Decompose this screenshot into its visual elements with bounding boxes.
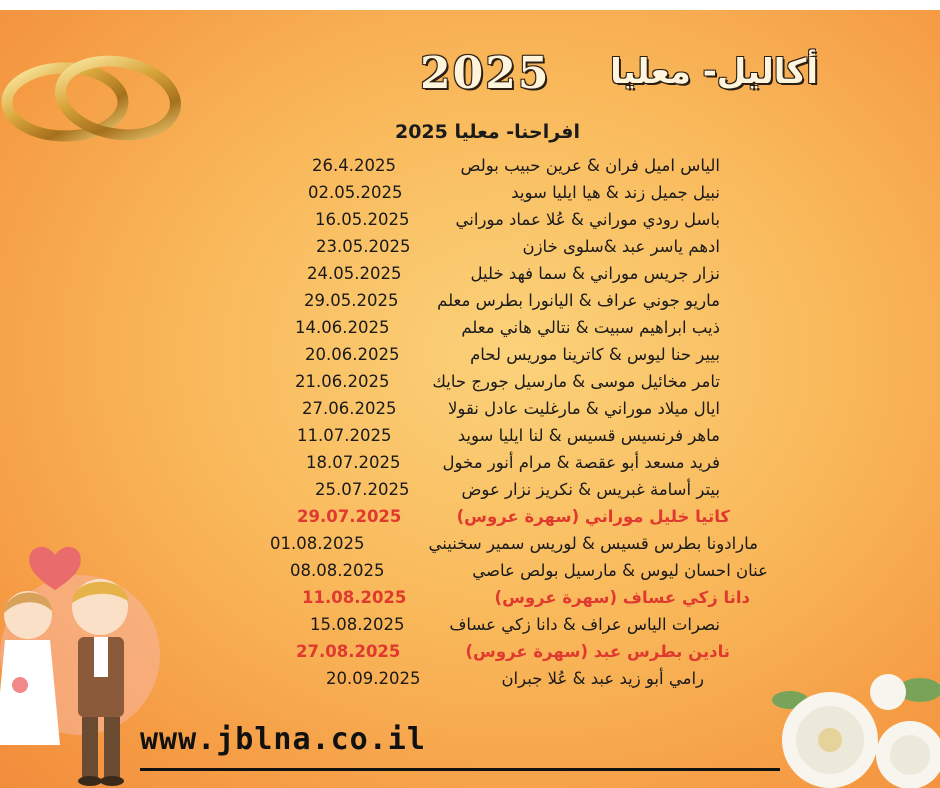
entry-names: الياس اميل فران & عرين حبيب بولص bbox=[460, 156, 720, 175]
entry-date: 21.06.2025 bbox=[295, 372, 390, 391]
entry-names: ماريو جوني عراف & اليانورا بطرس معلم bbox=[437, 291, 720, 310]
entry-names: بيير حنا ليوس & كاترينا موريس لحام bbox=[470, 345, 720, 364]
list-item bbox=[250, 318, 750, 344]
list-item bbox=[250, 669, 750, 695]
entry-date: 23.05.2025 bbox=[316, 237, 411, 256]
entry-names: دانا زكي عساف (سهرة عروس) bbox=[494, 588, 750, 607]
list-item bbox=[250, 534, 758, 560]
list-item bbox=[250, 264, 750, 290]
wedding-rings-icon bbox=[0, 50, 190, 160]
entry-names: باسل رودي موراني & عُلا عماد موراني bbox=[455, 210, 720, 229]
list-item bbox=[250, 237, 750, 263]
entry-names: ادهم ياسر عبد &سلوى خازن bbox=[522, 237, 720, 256]
wedding-list bbox=[250, 156, 768, 696]
entry-date: 29.05.2025 bbox=[304, 291, 399, 310]
list-item-highlight bbox=[250, 507, 750, 533]
list-item-highlight bbox=[250, 642, 750, 668]
entry-names: ايال ميلاد موراني & مارغليت عادل نقولا bbox=[448, 399, 720, 418]
list-item bbox=[250, 399, 750, 425]
entry-date: 18.07.2025 bbox=[306, 453, 401, 472]
entry-date: 01.08.2025 bbox=[270, 534, 365, 553]
entry-date: 08.08.2025 bbox=[290, 561, 385, 580]
entry-names: رامي أبو زيد عبد & عُلا جبران bbox=[501, 669, 704, 688]
header-year: 2025 bbox=[420, 48, 551, 99]
list-item bbox=[250, 426, 750, 452]
entry-names: نزار جريس موراني & سما فهد خليل bbox=[470, 264, 720, 283]
top-border bbox=[0, 0, 940, 10]
entry-date: 27.06.2025 bbox=[302, 399, 397, 418]
entry-names: نبيل جميل زند & هيا ايليا سويد bbox=[511, 183, 720, 202]
white-flowers-decoration bbox=[770, 660, 940, 788]
list-item bbox=[250, 480, 750, 506]
list-item bbox=[250, 210, 750, 236]
entry-names: فريد مسعد أبو عقصة & مرام أنور مخول bbox=[442, 453, 720, 472]
entry-names: تامر مخائيل موسى & مارسيل جورج حايك bbox=[432, 372, 720, 391]
entry-date: 24.05.2025 bbox=[307, 264, 402, 283]
entry-date: 20.09.2025 bbox=[326, 669, 421, 688]
list-item bbox=[250, 615, 750, 641]
entry-date: 14.06.2025 bbox=[295, 318, 390, 337]
website-url[interactable]: www.jblna.co.il bbox=[140, 722, 426, 757]
list-item bbox=[250, 183, 750, 209]
entry-date: 11.07.2025 bbox=[297, 426, 392, 445]
entry-names: نصرات الياس عراف & دانا زكي عساف bbox=[449, 615, 720, 634]
entry-names: مارادونا بطرس قسيس & لوريس سمير سخنيني bbox=[428, 534, 758, 553]
entry-names: عنان احسان ليوس & مارسيل بولص عاصي bbox=[472, 561, 768, 580]
entry-names: نادين بطرس عبد (سهرة عروس) bbox=[465, 642, 730, 661]
entry-date: 26.4.2025 bbox=[312, 156, 396, 175]
entry-date: 02.05.2025 bbox=[308, 183, 403, 202]
entry-date: 16.05.2025 bbox=[315, 210, 410, 229]
footer-divider bbox=[140, 768, 780, 771]
list-item bbox=[250, 453, 750, 479]
list-item bbox=[250, 372, 750, 398]
entry-names: بيتر أسامة غبريس & نكريز نزار عوض bbox=[461, 480, 720, 499]
entry-date: 29.07.2025 bbox=[297, 507, 402, 526]
entry-date: 20.06.2025 bbox=[305, 345, 400, 364]
entry-names: ماهر فرنسيس قسيس & لنا ايليا سويد bbox=[457, 426, 720, 445]
entry-date: 11.08.2025 bbox=[302, 588, 407, 607]
list-item bbox=[250, 156, 750, 182]
list-item bbox=[250, 291, 750, 317]
list-item bbox=[250, 561, 768, 587]
entry-date: 27.08.2025 bbox=[296, 642, 401, 661]
entry-names: كاتيا خليل موراني (سهرة عروس) bbox=[456, 507, 730, 526]
list-subtitle: افراحنا- معليا 2025 bbox=[394, 121, 580, 143]
entry-names: ذيب ابراهيم سبيت & نتالي هاني معلم bbox=[461, 318, 720, 337]
header-title: أكاليل- معليا bbox=[610, 52, 818, 92]
entry-date: 25.07.2025 bbox=[315, 480, 410, 499]
list-item-highlight bbox=[250, 588, 750, 614]
list-item bbox=[250, 345, 750, 371]
entry-date: 15.08.2025 bbox=[310, 615, 405, 634]
